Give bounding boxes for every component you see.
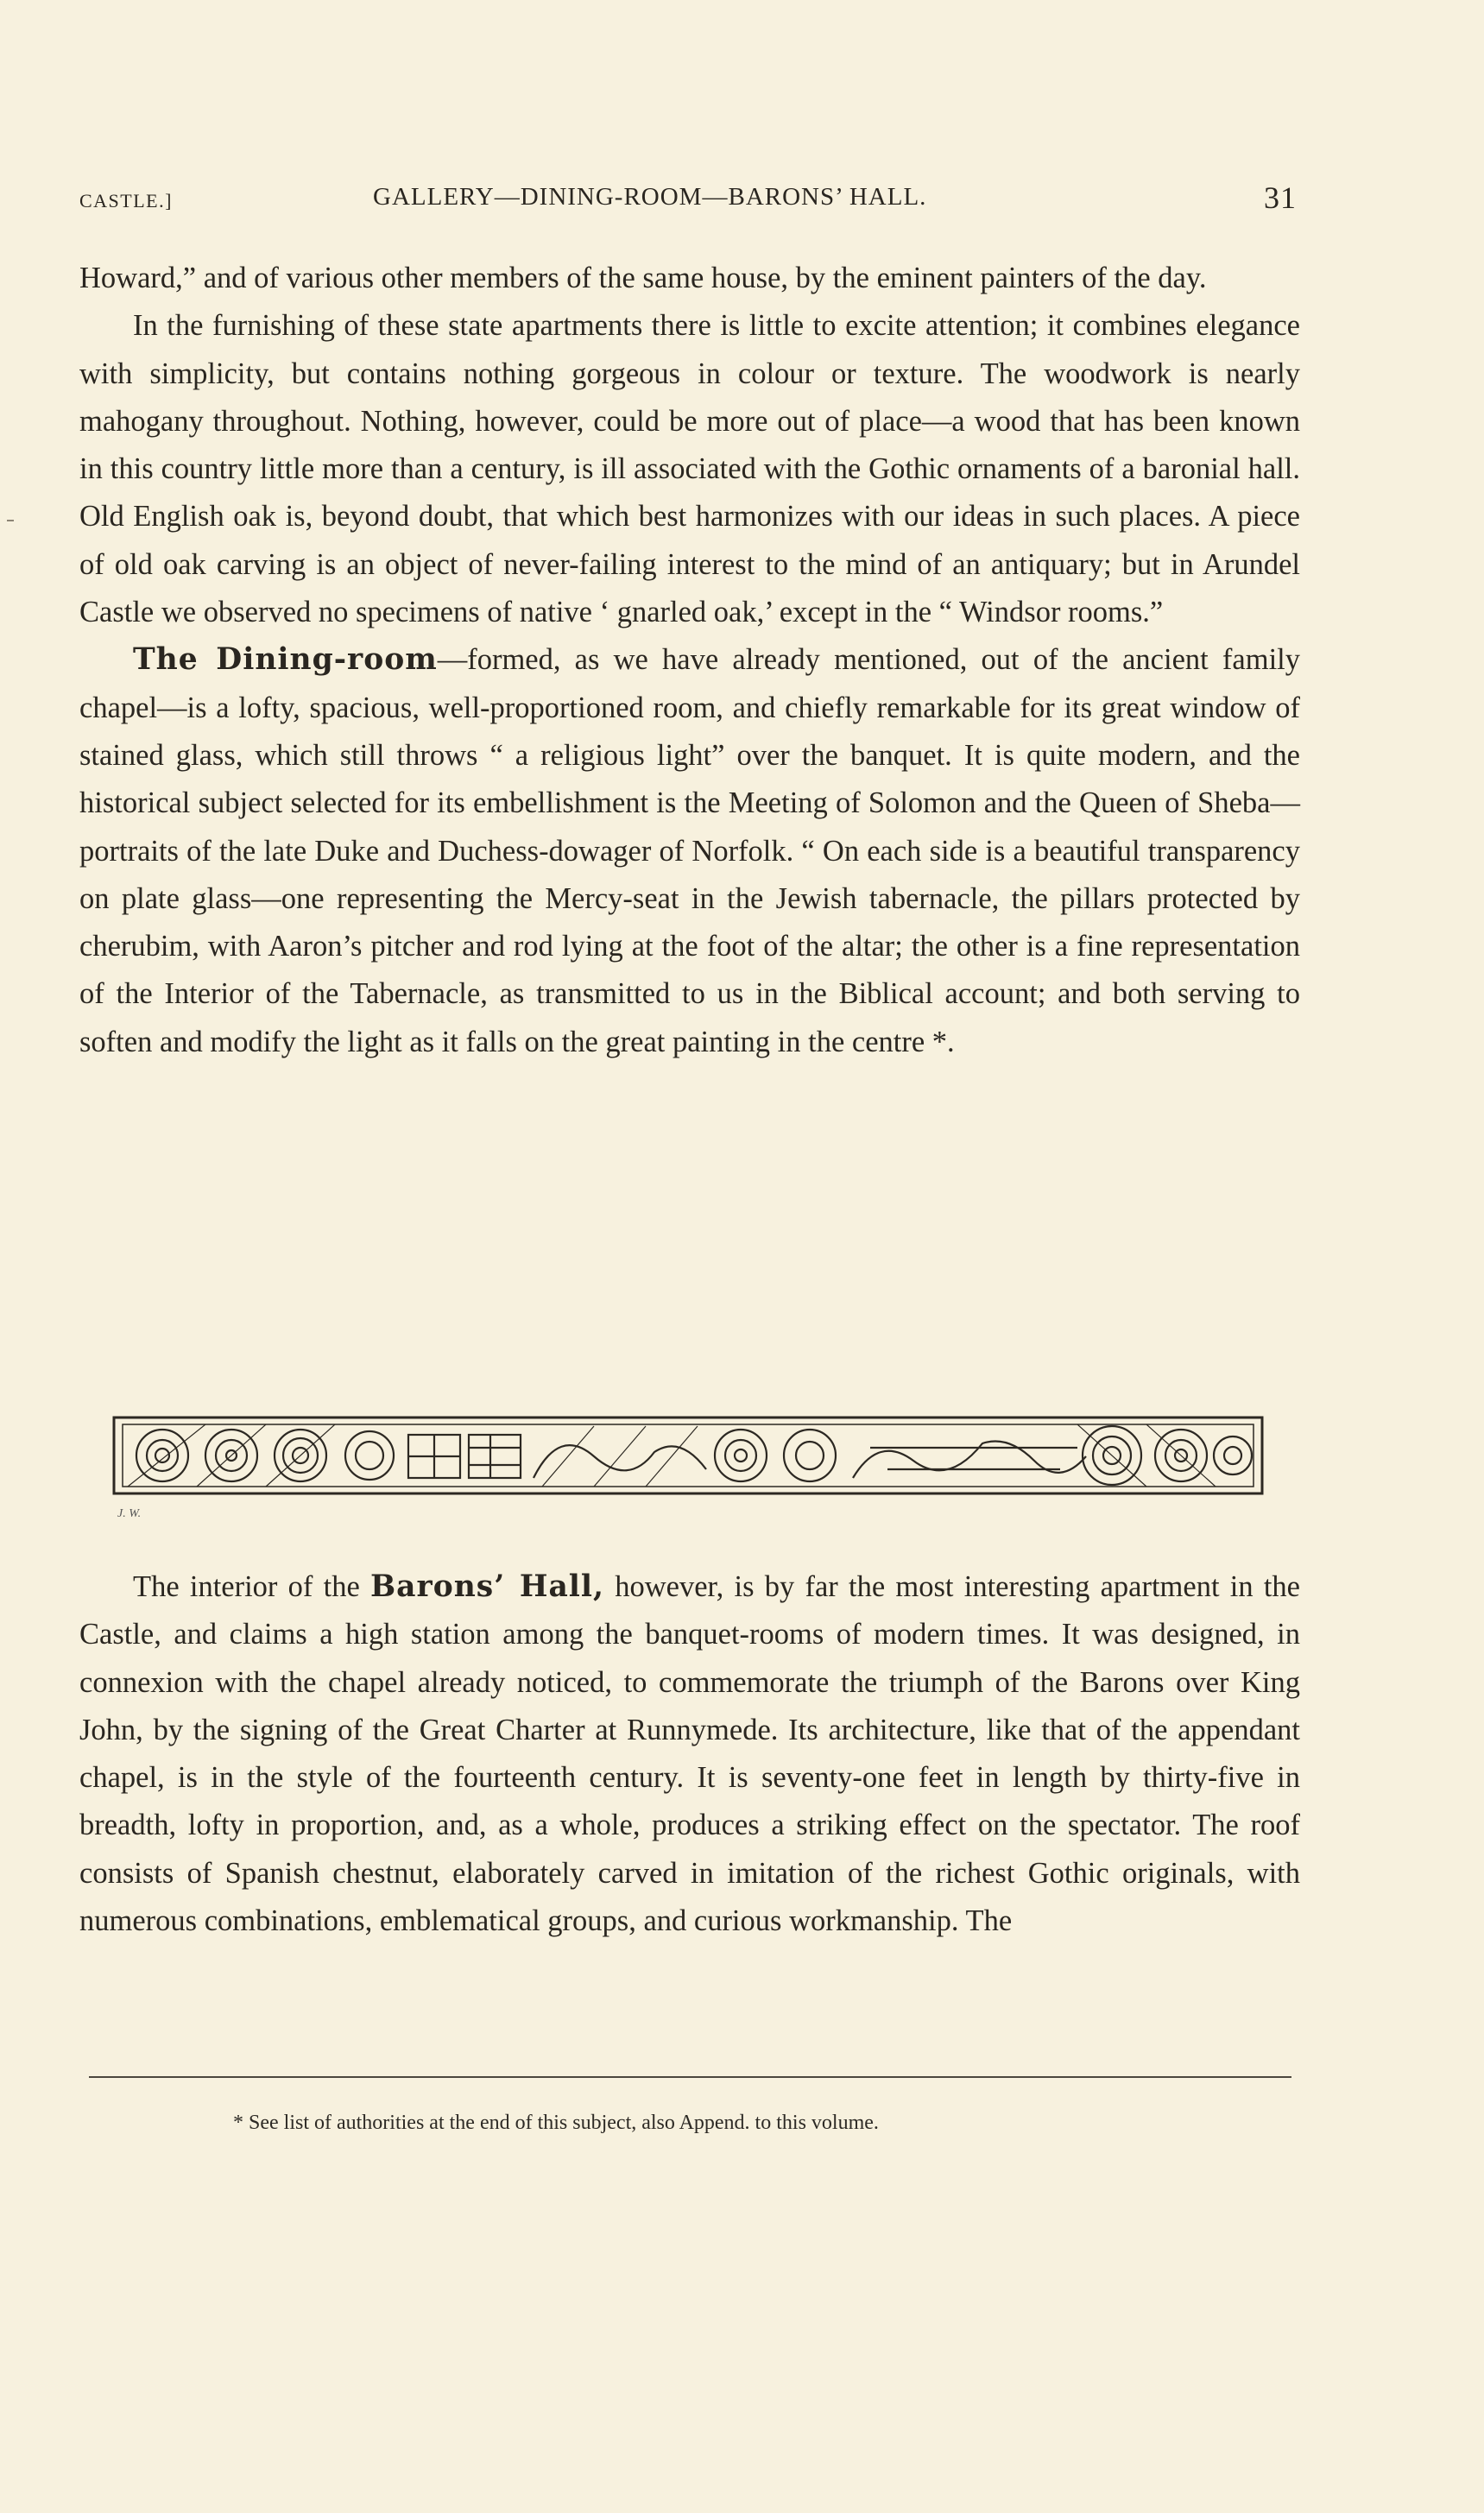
engraver-mark: J. W. <box>117 1507 142 1520</box>
margin-mark <box>7 520 14 521</box>
running-head-section: CASTLE.] <box>79 190 173 212</box>
text-block-lower <box>79 1563 1300 1945</box>
paragraph-dining-room <box>79 636 1300 1066</box>
paragraph-barons-hall-intro: The interior of the <box>133 1570 371 1603</box>
paragraph-howard: Howard,” and of various other members of the same house, by the eminent painters of the day. <box>79 262 1207 294</box>
page-number: 31 <box>1264 180 1297 215</box>
running-head-title: GALLERY—DINING-ROOM—BARONS’ HALL. <box>373 183 927 211</box>
footnote: * See list of authorities at the end of this subject, also Append. to this volume. <box>233 2112 879 2134</box>
paragraph-dining-room-text: —formed, as we have already mentioned, out of the ancient family chapel—is a lofty, spacious, well-proportioned room, and chiefly remarkable for its great window of stained glass, which still throws “ a religious light” over the banquet. It is quite modern, and the historical subject selected for its embellishment is the Meeting of Solomon and the Queen of Sheba—portraits of the late Duke and Duchess-dowager of Norfolk. “ On each side is a beautiful transparency on plate glass—one representing the Mercy-seat in the Jewish tabernacle, the pillars protected by cherubim, with Aaron’s pitcher and rod lying at the foot of the altar; the other is a fine representation of the Interior of the Tabernacle, as transmitted to us in the Biblical account; and both serving to soften and modify the light as it falls on the great painting in the centre *. <box>79 643 1300 1058</box>
blackletter-heading-barons-hall: Barons’ Hall, <box>370 1569 605 1604</box>
paragraph-barons-hall <box>79 1563 1300 1945</box>
paragraph-barons-hall-text: however, is by far the most interesting apartment in the Castle, and claims a high station among the banquet-rooms of modern times. It was designed, in connexion with the chapel already noticed, to commemorate the triumph of the Barons over King John, by the signing of the Great Charter at Runnymede. Its architecture, like that of the appendant chapel, is in the style of the fourteenth century. It is seventy-one feet in length by thirty-five in breadth, lofty in proportion, and, as a whole, produces a striking effect on the spectator. The roof consists of Spanish chestnut, elaborately carved in imitation of the richest Gothic originals, with numerous combinations, emblematical groups, and curious workmanship. The <box>79 1570 1300 1938</box>
text-block-upper <box>79 255 1300 1066</box>
blackletter-heading-dining-room: The Dining-room <box>133 642 438 678</box>
running-head <box>79 180 1297 226</box>
paragraph-furnishing: In the furnishing of these state apartments there is little to excite attention; it combines elegance with simplicity, but contains nothing gorgeous in colour or texture. The woodwork is nearly mahogany throughout. Nothing, however, could be more out of place—a wood that has been known in this country little more than a century, is ill associated with the Gothic ornaments of a baronial hall. Old English oak is, beyond doubt, that which best harmonizes with our ideas in such places. A piece of old oak carving is an object of never-failing interest to the mind of an antiquary; but in Arundel Castle we observed no specimens of native ‘ gnarled oak,’ except in the “ Windsor rooms.” <box>79 309 1300 629</box>
footnote-divider <box>89 2076 1291 2078</box>
decorative-frieze-ornament <box>111 1409 1267 1506</box>
